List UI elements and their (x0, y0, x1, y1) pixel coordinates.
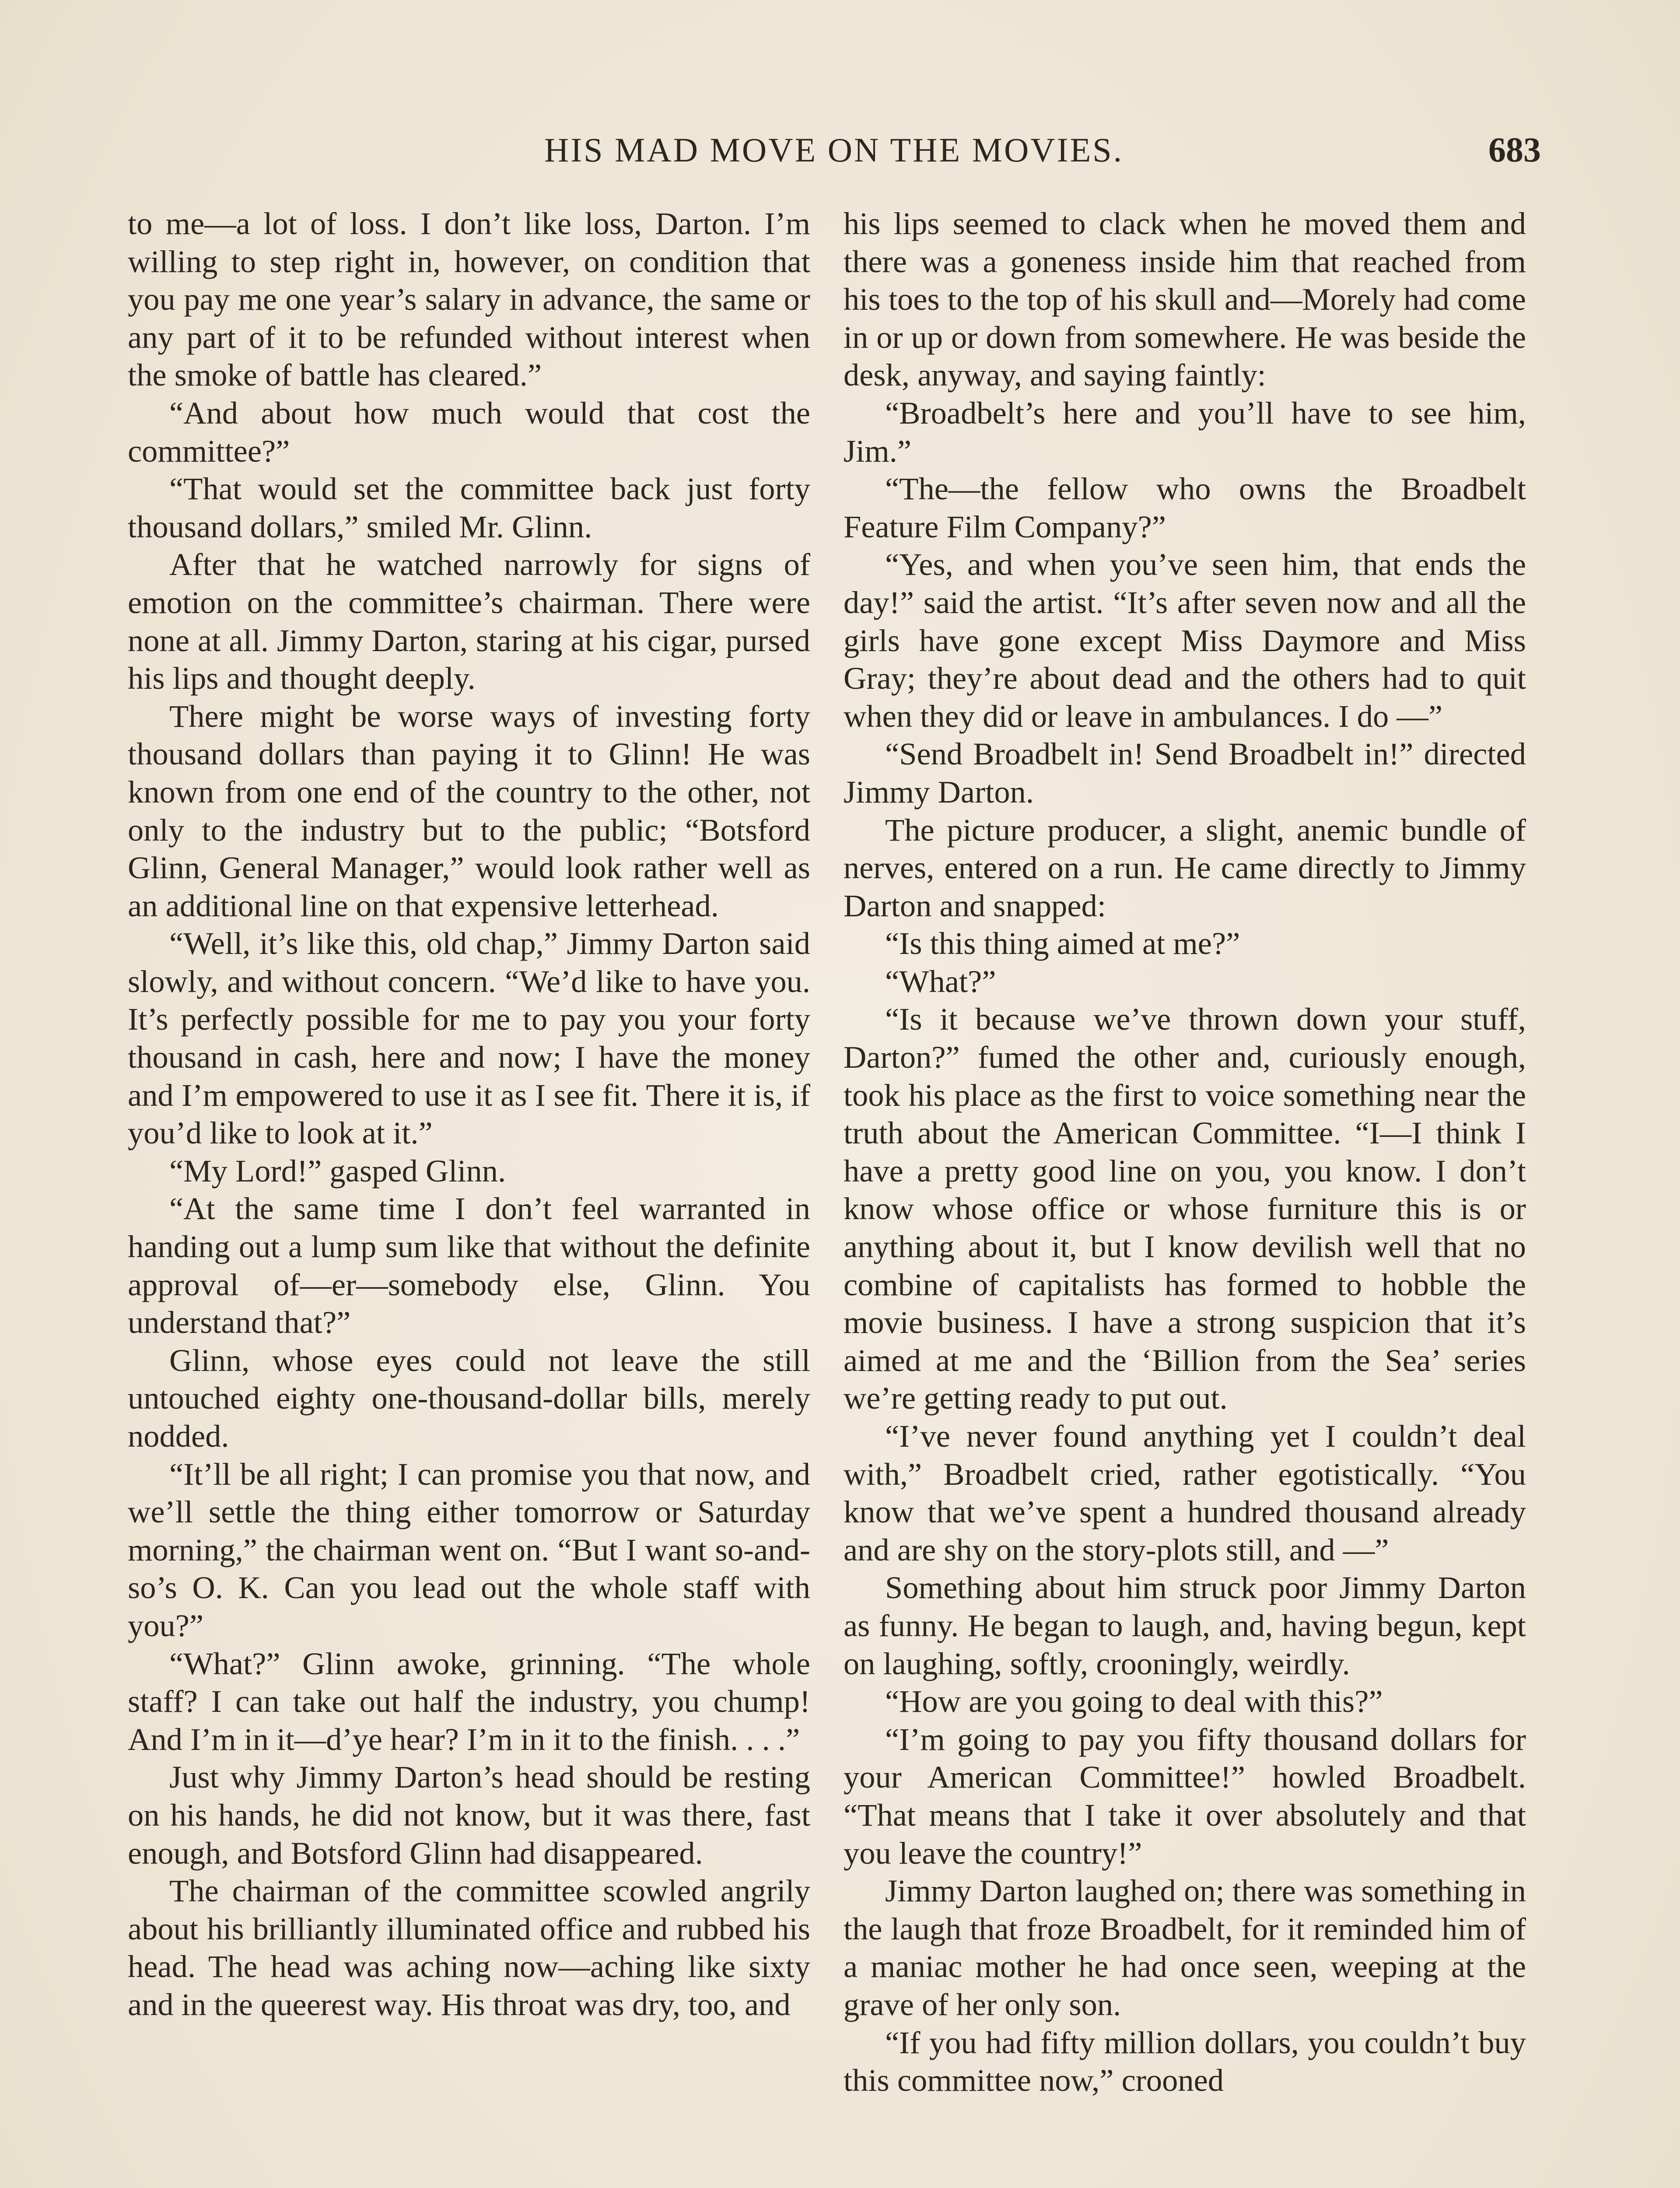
left-column (128, 205, 810, 2024)
paragraph: Jimmy Darton laughed on; there was something in the laugh that froze Broadbelt, for it reminded him of a maniac mother he had once seen, weeping at the grave of her only son. (844, 1873, 1526, 2022)
page-number: 683 (1488, 131, 1541, 169)
paragraph: Just why Jimmy Darton’s head should be resting on his hands, he did not know, but it was there, fast enough, and Botsford Glinn had disappeared. (128, 1759, 810, 1871)
paragraph: The picture producer, a slight, anemic bundle of nerves, entered on a run. He came directly to Jimmy Darton and snapped: (844, 812, 1526, 923)
paragraph: “At the same time I don’t feel warranted in handing out a lump sum like that without the definite approval of—er—somebody else, Glinn. You understand that?” (128, 1191, 810, 1340)
right-column (844, 205, 1526, 2100)
paragraph: to me—a lot of loss. I don’t like loss, Darton. I’m willing to step right in, however, on condition that you pay me one year’s salary in advance, the same or any part of it to be refunded without interest when the smoke of battle has cleared.” (128, 206, 810, 393)
paragraph: “I’ve never found anything yet I couldn’t deal with,” Broadbelt cried, rather egotistically. “You know that we’ve spent a hundred thousand already and are shy on the story-plots still, and —” (844, 1418, 1526, 1567)
paragraph: After that he watched narrowly for signs of emotion on the committee’s chairman. There were none at all. Jimmy Darton, staring at his cigar, pursed his lips and thought deeply. (128, 547, 810, 696)
running-title: HIS MAD MOVE ON THE MOVIES. (544, 131, 1124, 169)
paragraph: “Is this thing aimed at me?” (885, 926, 1240, 961)
paragraph: “Yes, and when you’ve seen him, that ends the day!” said the artist. “It’s after seven now and all the girls have gone except Miss Daymore and Miss Gray; they’re about dead and the others had to quit when they did or leave in ambulances. I do —” (844, 547, 1526, 734)
page-header (127, 126, 1541, 174)
paragraph: “Send Broadbelt in! Send Broadbelt in!” directed Jimmy Darton. (844, 736, 1526, 810)
paragraph: “How are you going to deal with this?” (885, 1683, 1383, 1719)
paragraph: Something about him struck poor Jimmy Darton as funny. He began to laugh, and, having begun, kept on laughing, softly, crooningly, weirdly. (844, 1570, 1526, 1681)
paragraph: his lips seemed to clack when he moved them and there was a goneness inside him that reached from his toes to the top of his skull and—Morely had come in or up or down from somewhere. He was beside the desk, anyway, and saying faintly: (844, 206, 1526, 393)
paragraph: Glinn, whose eyes could not leave the still untouched eighty one-thousand-dollar bills, merely nodded. (128, 1342, 810, 1454)
paragraph: “It’ll be all right; I can promise you that now, and we’ll settle the thing either tomorrow or Saturday morning,” the chairman went on. “But I want so-and-so’s O. K. Can you lead out the whole staff with you?” (128, 1456, 810, 1643)
paragraph: “And about how much would that cost the committee?” (128, 395, 810, 469)
paragraph: The chairman of the committee scowled angrily about his brilliantly illuminated office and rubbed his head. The head was aching now—aching like sixty and in the queerest way. His throat was dry, too, and (128, 1873, 810, 2022)
paragraph: “I’m going to pay you fifty thousand dollars for your American Committee!” howled Broadbelt. “That means that I take it over absolutely and that you leave the country!” (844, 1721, 1526, 1871)
paragraph: “Broadbelt’s here and you’ll have to see him, Jim.” (844, 395, 1526, 469)
paragraph: “What?” Glinn awoke, grinning. “The whole staff? I can take out half the industry, you chump! And I’m in it—d’ye hear? I’m in it to the finish. . . .” (128, 1645, 810, 1757)
paragraph: “The—the fellow who owns the Broadbelt Feature Film Company?” (844, 471, 1526, 544)
paragraph: “Is it because we’ve thrown down your stuff, Darton?” fumed the other and, curiously enough, took his place as the first to voice something near the truth about the American Committee. “I—I think I have a pretty good line on you, you know. I don’t know whose office or whose furniture this is or anything about it, but I know devilish well that no combine of capitalists has formed to hobble the movie business. I have a strong suspicion that it’s aimed at me and the ‘Billion from the Sea’ series we’re getting ready to put out. (844, 1001, 1526, 1416)
paragraph: “What?” (885, 963, 996, 999)
paragraph: “If you had fifty million dollars, you couldn’t buy this committee now,” crooned (844, 2024, 1526, 2098)
paragraph: There might be worse ways of investing forty thousand dollars than paying it to Glinn! He was known from one end of the country to the other, not only to the industry but to the public; “Botsford Glinn, General Manager,” would look rather well as an additional line on that expensive letterhead. (128, 698, 810, 923)
paragraph: “That would set the committee back just forty thousand dollars,” smiled Mr. Glinn. (128, 471, 810, 544)
paragraph: “Well, it’s like this, old chap,” Jimmy Darton said slowly, and without concern. “We’d like to have you. It’s perfectly possible for me to pay you your forty thousand in cash, here and now; I have the money and I’m empowered to use it as I see fit. There it is, if you’d like to look at it.” (128, 926, 810, 1151)
paragraph: “My Lord!” gasped Glinn. (169, 1153, 506, 1189)
